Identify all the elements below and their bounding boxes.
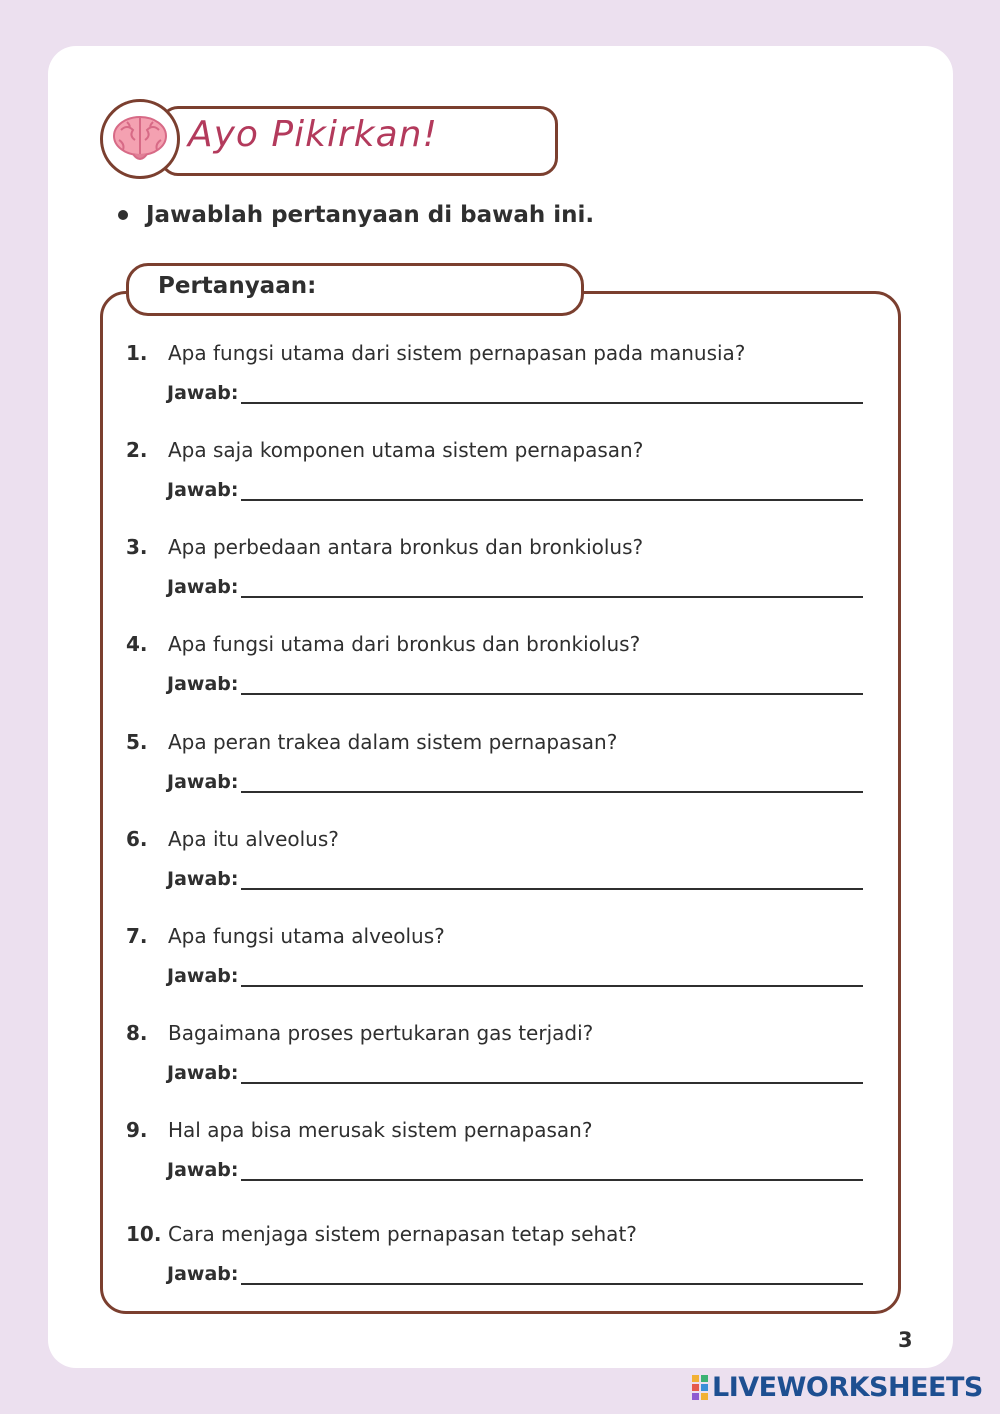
question-text: Apa itu alveolus? <box>168 827 339 851</box>
answer-label: Jawab: <box>167 771 239 793</box>
question-number: 1. <box>126 341 148 365</box>
answer-label: Jawab: <box>167 868 239 890</box>
answer-label: Jawab: <box>167 1263 239 1285</box>
answer-line[interactable] <box>241 965 863 987</box>
question-item <box>126 730 866 810</box>
page-number: 3 <box>898 1328 913 1352</box>
question-text: Apa fungsi utama dari bronkus dan bronkiolus? <box>168 632 641 656</box>
question-item <box>126 827 866 907</box>
question-number: 7. <box>126 924 148 948</box>
answer-line[interactable] <box>241 1263 863 1285</box>
answer-label: Jawab: <box>167 382 239 404</box>
question-number: 6. <box>126 827 148 851</box>
question-item <box>126 438 866 518</box>
answer-line[interactable] <box>241 673 863 695</box>
logo-grid-icon <box>692 1375 708 1400</box>
answer-label: Jawab: <box>167 965 239 987</box>
question-text: Bagaimana proses pertukaran gas terjadi? <box>168 1021 594 1045</box>
answer-label: Jawab: <box>167 1159 239 1181</box>
question-text: Apa peran trakea dalam sistem pernapasan? <box>168 730 618 754</box>
question-item <box>126 924 866 1004</box>
questions-label: Pertanyaan: <box>158 273 317 299</box>
question-text: Hal apa bisa merusak sistem pernapasan? <box>168 1118 593 1142</box>
question-text: Apa perbedaan antara bronkus dan bronkiolus? <box>168 535 644 559</box>
answer-line[interactable] <box>241 771 863 793</box>
answer-row <box>167 771 863 793</box>
question-number: 3. <box>126 535 148 559</box>
answer-line[interactable] <box>241 868 863 890</box>
question-number: 8. <box>126 1021 148 1045</box>
answer-line[interactable] <box>241 382 863 404</box>
answer-label: Jawab: <box>167 479 239 501</box>
answer-row <box>167 965 863 987</box>
instruction-text: Jawablah pertanyaan di bawah ini. <box>146 202 595 228</box>
bullet-icon <box>118 210 128 220</box>
answer-line[interactable] <box>241 1062 863 1084</box>
question-number: 4. <box>126 632 148 656</box>
question-item <box>126 1222 866 1302</box>
liveworksheets-logo <box>692 1372 983 1403</box>
page-title: Ayo Pikirkan! <box>188 114 438 155</box>
answer-row <box>167 382 863 404</box>
answer-row <box>167 479 863 501</box>
question-text: Apa fungsi utama dari sistem pernapasan pada manusia? <box>168 341 746 365</box>
question-item <box>126 341 866 421</box>
question-number: 10. <box>126 1222 162 1246</box>
question-item <box>126 1118 866 1198</box>
question-item <box>126 535 866 615</box>
question-text: Apa saja komponen utama sistem pernapasan? <box>168 438 644 462</box>
answer-row <box>167 1263 863 1285</box>
answer-row <box>167 1159 863 1181</box>
brand-text: LIVEWORKSHEETS <box>712 1372 983 1403</box>
question-number: 2. <box>126 438 148 462</box>
brain-icon-badge <box>100 99 180 179</box>
answer-label: Jawab: <box>167 576 239 598</box>
answer-line[interactable] <box>241 576 863 598</box>
answer-row <box>167 868 863 890</box>
answer-label: Jawab: <box>167 1062 239 1084</box>
answer-line[interactable] <box>241 479 863 501</box>
question-text: Apa fungsi utama alveolus? <box>168 924 445 948</box>
instruction <box>118 202 594 228</box>
question-number: 5. <box>126 730 148 754</box>
question-item <box>126 632 866 712</box>
question-text: Cara menjaga sistem pernapasan tetap sehat? <box>168 1222 637 1246</box>
answer-row <box>167 576 863 598</box>
question-number: 9. <box>126 1118 148 1142</box>
brain-icon <box>111 114 169 166</box>
answer-row <box>167 673 863 695</box>
answer-line[interactable] <box>241 1159 863 1181</box>
answer-label: Jawab: <box>167 673 239 695</box>
answer-row <box>167 1062 863 1084</box>
question-item <box>126 1021 866 1101</box>
